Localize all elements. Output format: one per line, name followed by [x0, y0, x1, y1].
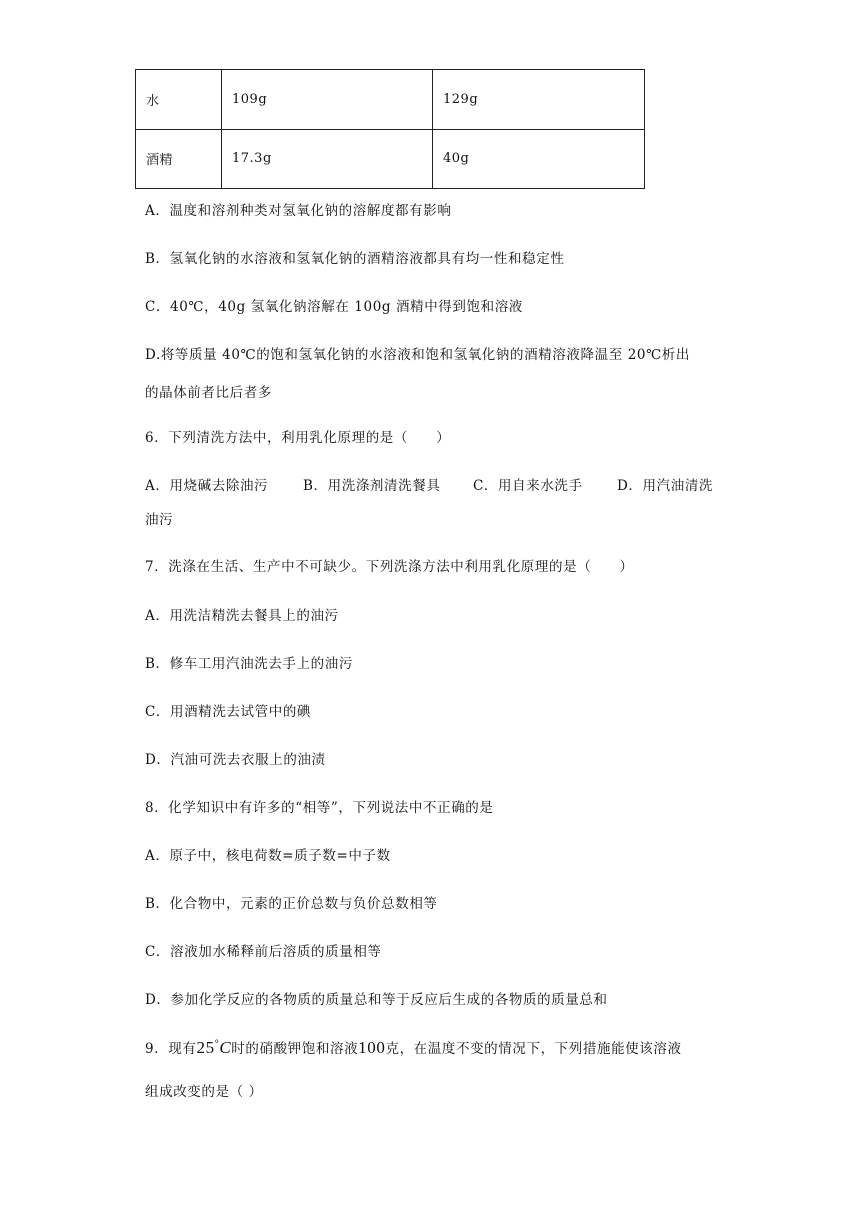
q8-stem: 8．化学知识中有许多的“相等”，下列说法中不正确的是: [145, 800, 494, 816]
table-cell-value: 129g: [433, 70, 645, 130]
q8-option-a: A．原子中，核电荷数=质子数=中子数: [145, 848, 391, 864]
q7-option-c: C．用酒精洗去试管中的碘: [145, 704, 312, 720]
table-cell-solvent: 水: [136, 70, 222, 130]
q5-option-a: A．温度和溶剂种类对氢氧化钠的溶解度都有影响: [145, 203, 452, 219]
q9-suffix: 克，在温度不变的情况下，下列措施能使该溶液: [385, 1041, 682, 1057]
q9-middle: 时的硝酸钾饱和溶液: [231, 1041, 359, 1057]
q9-temperature: 25°C: [196, 1038, 232, 1057]
q6-option-a: A．用烧碱去除油污: [145, 478, 269, 494]
table-cell-value: 17.3g: [222, 129, 433, 189]
q9-mass: 100: [358, 1038, 386, 1057]
table-cell-solvent: 酒精: [136, 129, 222, 189]
q9-stem: [145, 1037, 682, 1058]
q5-option-b: B．氢氧化钠的水溶液和氢氧化钠的酒精溶液都具有均一性和稳定性: [145, 251, 565, 267]
q7-option-d: D．汽油可洗去衣服上的油渍: [145, 752, 326, 768]
q5-option-c: C．40℃，40g 氢氧化钠溶解在 100g 酒精中得到饱和溶液: [145, 299, 523, 315]
q6-option-c: C．用自来水洗手: [473, 478, 583, 494]
q8-option-c: C．溶液加水稀释前后溶质的质量相等: [145, 944, 382, 960]
q7-option-b: B．修车工用汽油洗去手上的油污: [145, 656, 353, 672]
q6-options: [145, 474, 713, 494]
table-cell-value: 109g: [222, 70, 433, 130]
q9-stem-continued: 组成改变的是（ ）: [145, 1084, 263, 1100]
q8-option-b: B．化合物中，元素的正价总数与负价总数相等: [145, 896, 438, 912]
solubility-table: [135, 69, 645, 189]
table-cell-value: 40g: [433, 129, 645, 189]
q6-stem: 6．下列清洗方法中，利用乳化原理的是（ ）: [145, 430, 451, 446]
q5-option-d: D.将等质量 40℃的饱和氢氧化钠的水溶液和饱和氢氧化钠的酒精溶液降温至 20℃析出: [145, 347, 690, 363]
q7-option-a: A．用洗洁精洗去餐具上的油污: [145, 608, 339, 624]
q8-option-d: D．参加化学反应的各物质的质量总和等于反应后生成的各物质的质量总和: [145, 992, 608, 1008]
table-row: [136, 70, 645, 130]
table-row: [136, 129, 645, 189]
q7-stem: 7．洗涤在生活、生产中不可缺少。下列洗涤方法中利用乳化原理的是（ ）: [145, 559, 634, 575]
q6-option-d: D．用汽油清洗: [617, 478, 714, 494]
q5-option-d-continued: 的晶体前者比后者多: [145, 385, 272, 401]
q9-prefix: 9．现有: [145, 1041, 197, 1057]
q6-option-b: B．用洗涤剂清洗餐具: [303, 478, 441, 494]
q6-option-d-continued: 油污: [145, 512, 174, 528]
